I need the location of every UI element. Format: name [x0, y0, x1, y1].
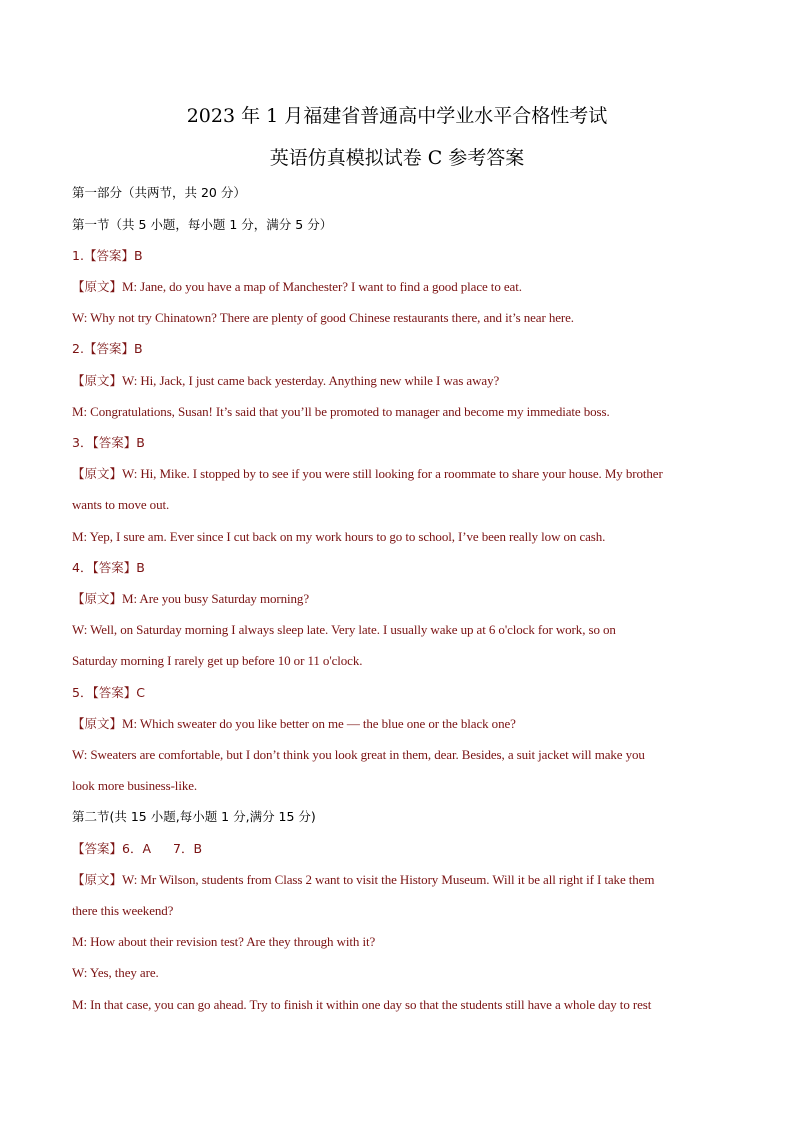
answer-line: [72, 434, 732, 452]
transcript-text: M: Yep, I sure am. Ever since I cut back on my work hours to go to school, I’ve been really low on cash.: [72, 529, 606, 544]
transcript-text: W: Yes, they are.: [72, 965, 159, 980]
answer-tag: 【答案】: [92, 435, 137, 450]
answer-tag: 【答案】: [92, 685, 137, 700]
transcript-line: [72, 309, 732, 327]
answer-line: [72, 559, 732, 577]
transcript-text: M: Are you busy Saturday morning?: [122, 591, 309, 606]
transcript-line: [72, 902, 732, 920]
transcript-line: [72, 465, 732, 483]
transcript-line: [72, 964, 732, 982]
transcript-text: there this weekend?: [72, 903, 174, 918]
question-number: 2.: [72, 341, 84, 356]
answer-choice: B: [136, 560, 145, 575]
part1-heading: 第一部分（共两节，共 20 分）: [72, 185, 246, 200]
transcript-line: [72, 777, 732, 795]
original-tag: 【原文】: [72, 716, 123, 731]
answer-tag: 【答案】: [83, 248, 134, 263]
transcript-text: M: Congratulations, Susan! It’s said that you’ll be promoted to manager and become my immediate boss.: [72, 404, 610, 419]
document-subtitle: 英语仿真模拟试卷 C 参考答案: [269, 147, 525, 169]
transcript-line: [72, 621, 732, 639]
transcript-text: W: Why not try Chinatown? There are plenty of good Chinese restaurants there, and it’s near here.: [72, 310, 574, 325]
transcript-text: M: Which sweater do you like better on me — the blue one or the black one?: [122, 716, 516, 731]
original-tag: 【原文】: [72, 373, 123, 388]
answer-line: [72, 247, 732, 265]
transcript-text: M: In that case, you can go ahead. Try to finish it within one day so that the students still have a whole day to rest: [72, 997, 652, 1012]
answer-line: [72, 840, 732, 858]
transcript-line: [72, 528, 732, 546]
transcript-line: [72, 278, 732, 296]
transcript-line: [72, 590, 732, 608]
transcript-text: M: How about their revision test? Are they through with it?: [72, 934, 376, 949]
transcript-text: W: Mr Wilson, students from Class 2 want to visit the History Museum. Will it be all right if I take them: [122, 872, 655, 887]
transcript-line: [72, 372, 732, 390]
answer-tag: 【答案】: [72, 841, 123, 856]
transcript-text: look more business-like.: [72, 778, 198, 793]
document-title: 2023 年 1 月福建省普通高中学业水平合格性考试: [186, 105, 608, 127]
transcript-text: Saturday morning I rarely get up before 10 or 11 o'clock.: [72, 653, 363, 668]
answer-choice: B: [133, 341, 143, 356]
transcript-text: M: Jane, do you have a map of Manchester? I want to find a good place to eat.: [122, 279, 522, 294]
transcript-text: W: Hi, Jack, I just came back yesterday. Anything new while I was away?: [122, 373, 500, 388]
question-number: 1.: [72, 248, 84, 263]
transcript-line: [72, 871, 732, 889]
transcript-line: [72, 746, 732, 764]
transcript-line: [72, 652, 732, 670]
question-number: 3．: [72, 435, 93, 450]
transcript-line: [72, 715, 732, 733]
original-tag: 【原文】: [72, 872, 123, 887]
question-number: 4．: [72, 560, 93, 575]
answer-line: [72, 684, 732, 702]
answer-choice: B: [133, 248, 143, 263]
transcript-line: [72, 496, 732, 514]
answer-choice: 6．A: [122, 841, 152, 856]
original-tag: 【原文】: [72, 591, 123, 606]
answer-choice: B: [136, 435, 145, 450]
transcript-text: wants to move out.: [72, 497, 170, 512]
transcript-text: W: Well, on Saturday morning I always sleep late. Very late. I usually wake up at 6 o'clock for work, so on: [72, 622, 616, 637]
transcript-line: [72, 933, 732, 951]
answer-tag: 【答案】: [83, 341, 134, 356]
section1-heading: 第一节（共 5 小题，每小题 1 分，满分 5 分）: [72, 217, 333, 232]
section2-heading: 第二节(共 15 小题,每小题 1 分,满分 15 分): [72, 809, 316, 824]
transcript-text: W: Sweaters are comfortable, but I don’t think you look great in them, dear. Besides, a suit jacket will make you: [72, 747, 645, 762]
answer-tag: 【答案】: [92, 560, 137, 575]
question-number: 5．: [72, 685, 93, 700]
answer-line: [72, 340, 732, 358]
transcript-line: [72, 403, 732, 421]
transcript-line: [72, 996, 732, 1014]
original-tag: 【原文】: [72, 466, 123, 481]
original-tag: 【原文】: [72, 279, 123, 294]
answer-choice: C: [136, 685, 145, 700]
answer-choice: 7．B: [173, 841, 203, 856]
transcript-text: W: Hi, Mike. I stopped by to see if you were still looking for a roommate to share your house. My brother: [122, 466, 663, 481]
